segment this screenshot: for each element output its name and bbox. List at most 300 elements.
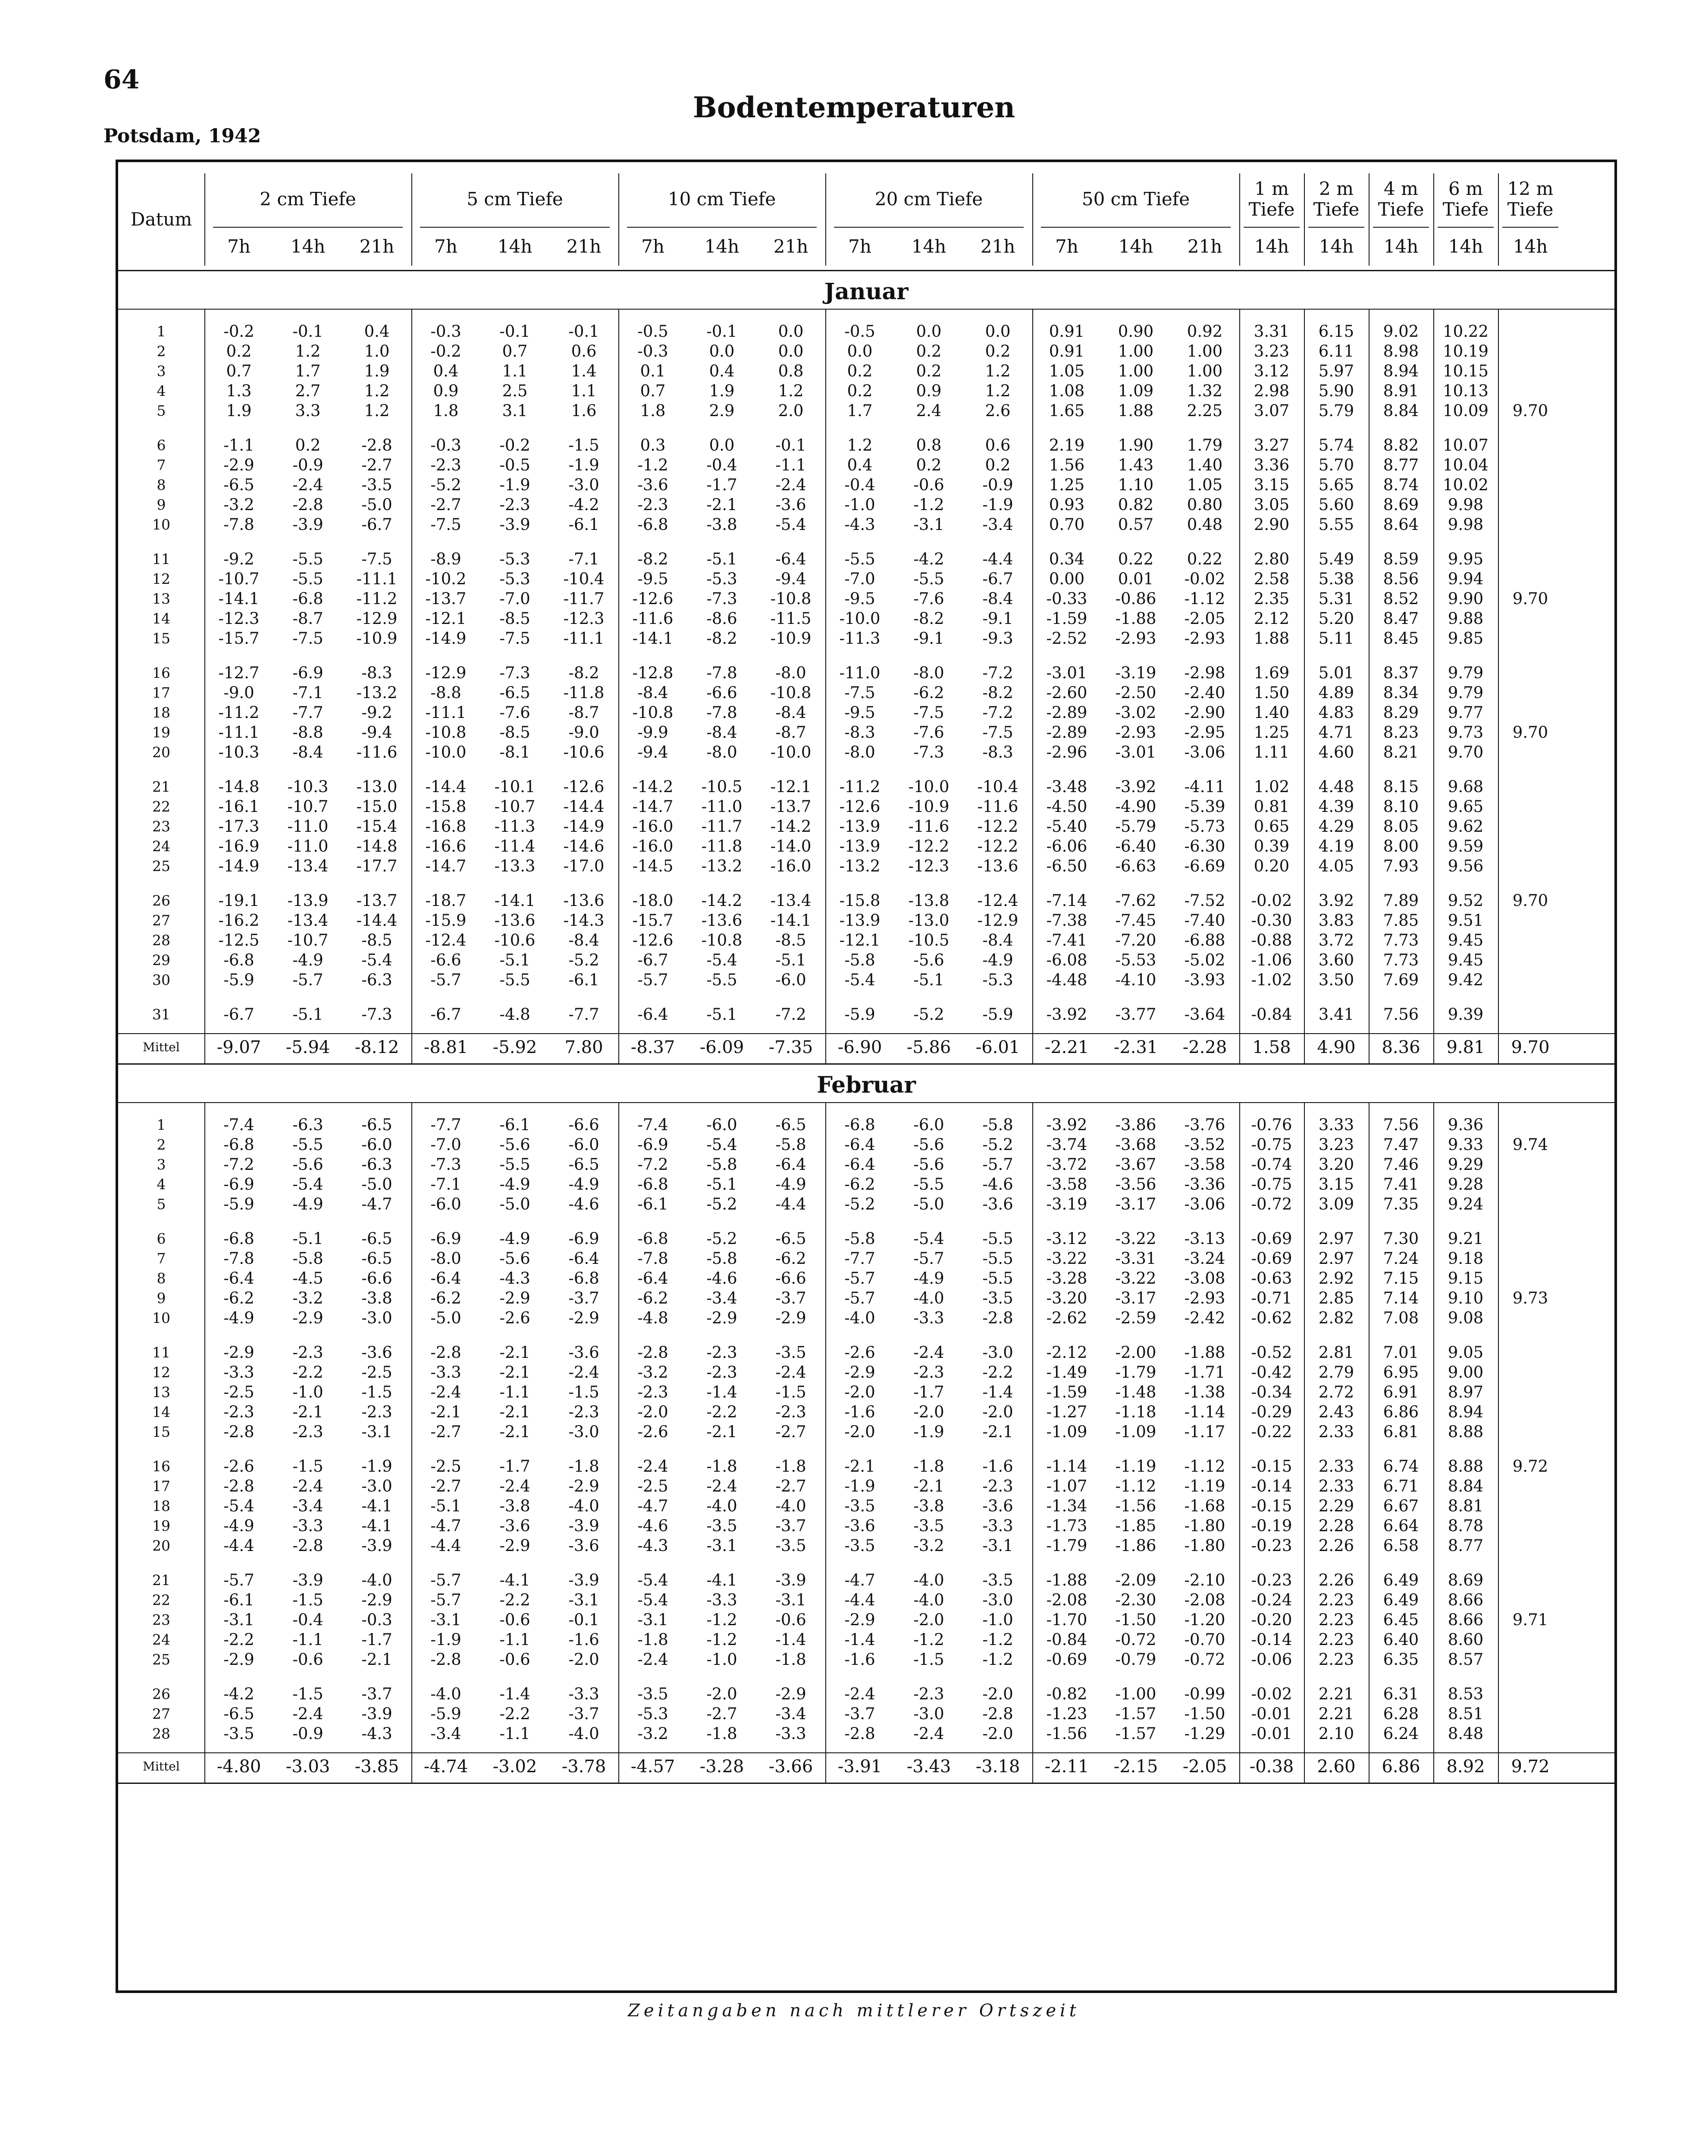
value-cell: -5.4	[706, 951, 737, 969]
value-cell: -6.8	[292, 589, 323, 608]
value-cell: -12.2	[908, 837, 950, 856]
value-cell: -2.1	[706, 495, 737, 514]
mean-value: 9.81	[1446, 1037, 1485, 1057]
value-cell: -12.5	[218, 931, 260, 950]
value-cell: -6.6	[568, 1116, 599, 1134]
column-rule	[1032, 1102, 1033, 1783]
datum-header: Datum	[130, 208, 192, 230]
value-cell	[1498, 683, 1563, 703]
value-cell: 10.02	[1443, 476, 1489, 494]
value-cell: -2.1	[292, 1403, 323, 1421]
day-cell: 26	[152, 1686, 170, 1702]
value-cell: -0.84	[1046, 1630, 1087, 1649]
day-cell: 1	[157, 323, 166, 340]
value-cell: -3.01	[1115, 743, 1156, 761]
value-cell: -3.64	[1184, 1005, 1225, 1024]
value-cell: -9.1	[982, 609, 1013, 628]
value-cell: 5.55	[1318, 515, 1354, 534]
value-cell: -1.5	[775, 1383, 806, 1401]
value-cell: -11.6	[977, 797, 1019, 816]
value-cell: -2.1	[499, 1423, 530, 1441]
value-cell: -6.2	[844, 1175, 875, 1194]
value-cell: -2.59	[1115, 1309, 1156, 1327]
value-cell: -2.8	[844, 1724, 875, 1743]
value-cell: -4.9	[292, 1195, 323, 1213]
value-cell: 6.81	[1383, 1423, 1419, 1441]
value-cell: 8.48	[1448, 1724, 1484, 1743]
value-cell: -3.5	[706, 1517, 737, 1535]
value-cell: -15.7	[632, 911, 674, 930]
value-cell: -7.38	[1046, 911, 1087, 930]
value-cell: -8.7	[292, 609, 323, 628]
value-cell: -5.8	[982, 1116, 1013, 1134]
value-cell: -3.08	[1184, 1269, 1225, 1288]
value-cell: -3.2	[223, 495, 254, 514]
value-cell: -4.2	[913, 550, 944, 568]
value-cell: 5.31	[1318, 589, 1354, 608]
value-cell: -4.9	[223, 1309, 254, 1327]
column-rule	[1369, 309, 1370, 1063]
mean-value: 6.86	[1382, 1757, 1420, 1777]
value-cell: -13.4	[287, 857, 329, 875]
value-cell: -8.6	[706, 609, 737, 628]
value-cell: 6.45	[1383, 1611, 1419, 1629]
value-cell: -6.8	[637, 515, 668, 534]
value-cell: -0.20	[1251, 1611, 1292, 1629]
value-cell: -12.1	[839, 931, 881, 950]
value-cell: -0.71	[1251, 1289, 1292, 1307]
value-cell: 8.64	[1383, 515, 1419, 534]
value-cell: -1.7	[913, 1383, 944, 1401]
value-cell: 1.2	[778, 382, 804, 400]
day-cell: 6	[157, 437, 166, 454]
table-row	[118, 1684, 1614, 1704]
value-cell: -3.9	[361, 1705, 392, 1723]
value-cell: -7.4	[637, 1116, 668, 1134]
value-cell: -6.9	[568, 1229, 599, 1248]
mean-value: -2.11	[1044, 1757, 1089, 1777]
value-cell	[1498, 777, 1563, 797]
value-cell: -5.3	[499, 570, 530, 588]
column-rule	[1498, 309, 1499, 1063]
value-cell: 8.98	[1383, 342, 1419, 360]
value-cell: -1.57	[1115, 1724, 1156, 1743]
value-cell: -3.6	[568, 1343, 599, 1362]
value-cell: -6.08	[1046, 951, 1087, 969]
value-cell: -13.0	[908, 911, 950, 930]
value-cell: -1.6	[844, 1650, 875, 1669]
value-cell: -10.8	[770, 589, 812, 608]
value-cell: -7.1	[568, 550, 599, 568]
value-cell: 7.46	[1383, 1155, 1419, 1174]
value-cell: -8.4	[706, 723, 737, 742]
value-cell: -0.23	[1251, 1571, 1292, 1589]
value-cell: -3.5	[775, 1536, 806, 1555]
table-row	[118, 703, 1614, 723]
value-cell: -2.0	[982, 1685, 1013, 1703]
day-cell: 20	[152, 1537, 170, 1554]
value-cell: -2.3	[913, 1685, 944, 1703]
value-cell: -3.4	[982, 515, 1013, 534]
value-cell: -2.7	[430, 495, 461, 514]
column-rule	[1433, 1102, 1434, 1783]
value-cell: -2.4	[637, 1457, 668, 1476]
value-cell: -5.2	[568, 951, 599, 969]
value-cell: -4.7	[844, 1571, 875, 1589]
value-cell: -6.5	[499, 683, 530, 702]
value-cell: -1.8	[913, 1457, 944, 1476]
value-cell: -2.50	[1115, 683, 1156, 702]
value-cell: -0.9	[292, 456, 323, 474]
value-cell: -8.5	[775, 931, 806, 950]
value-cell: -1.79	[1115, 1363, 1156, 1382]
day-cell: 25	[152, 1651, 170, 1668]
value-cell: 1.3	[226, 382, 252, 400]
value-cell: -8.2	[706, 629, 737, 648]
time-header: 14h	[704, 235, 740, 257]
value-cell: -3.5	[775, 1343, 806, 1362]
value-cell: -0.1	[499, 322, 530, 341]
value-cell: -1.88	[1046, 1571, 1087, 1589]
value-cell: 0.01	[1118, 570, 1154, 588]
value-cell: -13.9	[287, 891, 329, 910]
value-cell: -9.5	[844, 589, 875, 608]
value-cell: -7.8	[223, 515, 254, 534]
value-cell: 10.09	[1443, 401, 1489, 420]
value-cell: -6.7	[361, 515, 392, 534]
value-cell: -8.5	[499, 723, 530, 742]
value-cell: 8.66	[1448, 1611, 1484, 1629]
value-cell: -1.48	[1115, 1383, 1156, 1401]
value-cell: -1.14	[1184, 1403, 1225, 1421]
value-cell: -15.4	[356, 817, 398, 836]
depth-group-header: 10 cm Tiefe	[668, 188, 776, 210]
value-cell: 0.22	[1118, 550, 1154, 568]
value-cell: -11.7	[563, 589, 605, 608]
value-cell: -2.9	[223, 456, 254, 474]
value-cell: -8.7	[775, 723, 806, 742]
value-cell: -3.24	[1184, 1249, 1225, 1268]
value-cell	[1498, 609, 1563, 629]
value-cell	[1498, 1496, 1563, 1516]
value-cell: 2.23	[1318, 1630, 1354, 1649]
value-cell: -7.40	[1184, 911, 1225, 930]
value-cell: 1.25	[1049, 476, 1085, 494]
value-cell: -5.1	[706, 1005, 737, 1024]
value-cell: -4.6	[568, 1195, 599, 1213]
value-cell: -2.8	[430, 1343, 461, 1362]
value-cell: 2.9	[709, 401, 735, 420]
value-cell: 0.82	[1118, 495, 1154, 514]
value-cell: -5.4	[361, 951, 392, 969]
depth-group-header: 5 cm Tiefe	[467, 188, 563, 210]
value-cell: -8.3	[982, 743, 1013, 761]
value-cell: -3.12	[1046, 1229, 1087, 1248]
value-cell: -10.9	[908, 797, 950, 816]
value-cell: -5.9	[430, 1705, 461, 1723]
value-cell: -2.2	[706, 1403, 737, 1421]
value-cell: -3.20	[1046, 1289, 1087, 1307]
value-cell: -1.12	[1184, 1457, 1225, 1476]
value-cell: 0.20	[1254, 857, 1290, 875]
table-row	[118, 1536, 1614, 1556]
value-cell: -9.4	[775, 570, 806, 588]
day-cell: 9	[157, 496, 166, 513]
value-cell: -7.5	[292, 629, 323, 648]
value-cell: -7.3	[706, 589, 737, 608]
table-row	[118, 1194, 1614, 1214]
value-cell: 0.4	[433, 362, 459, 380]
value-cell: -7.14	[1046, 891, 1087, 910]
value-cell: -3.5	[982, 1289, 1013, 1307]
value-cell: -2.89	[1046, 703, 1087, 722]
value-cell: -3.0	[568, 476, 599, 494]
value-cell: 1.4	[571, 362, 597, 380]
data-table	[116, 160, 1617, 1993]
value-cell: 9.95	[1448, 550, 1484, 568]
value-cell: -1.9	[568, 456, 599, 474]
value-cell: -11.1	[563, 629, 605, 648]
value-cell: -13.8	[908, 891, 950, 910]
value-cell: 8.60	[1448, 1630, 1484, 1649]
value-cell: -3.22	[1046, 1249, 1087, 1268]
value-cell: -13.9	[839, 837, 881, 856]
value-cell: -2.4	[844, 1685, 875, 1703]
value-cell: -2.1	[913, 1477, 944, 1495]
value-cell: -6.9	[223, 1175, 254, 1194]
day-cell: 14	[152, 610, 170, 627]
value-cell: -3.1	[982, 1536, 1013, 1555]
value-cell: -8.0	[430, 1249, 461, 1268]
value-cell: -7.2	[637, 1155, 668, 1174]
value-cell: 9.52	[1448, 891, 1484, 910]
value-cell: 1.2	[364, 382, 390, 400]
value-cell: -2.40	[1184, 683, 1225, 702]
value-cell: -3.7	[568, 1705, 599, 1723]
value-cell: -3.3	[982, 1517, 1013, 1535]
day-cell: 30	[152, 971, 170, 988]
value-cell: -5.2	[844, 1195, 875, 1213]
value-cell	[1498, 1115, 1563, 1135]
value-cell: -1.2	[913, 495, 944, 514]
mean-value: -5.86	[906, 1037, 951, 1057]
value-cell: -0.4	[844, 476, 875, 494]
time-header: 14h	[1319, 235, 1354, 257]
value-cell: -2.0	[982, 1724, 1013, 1743]
value-cell: 3.50	[1318, 971, 1354, 989]
table-row	[118, 777, 1614, 797]
value-cell: -3.48	[1046, 777, 1087, 796]
value-cell: -6.6	[706, 683, 737, 702]
value-cell: -2.93	[1115, 629, 1156, 648]
mean-value: -3.02	[492, 1757, 537, 1777]
value-cell: -5.39	[1184, 797, 1225, 816]
value-cell: -6.4	[637, 1005, 668, 1024]
table-row	[118, 1382, 1614, 1402]
value-cell: -3.3	[292, 1517, 323, 1535]
day-cell: 27	[152, 912, 170, 929]
value-cell: 0.80	[1187, 495, 1223, 514]
value-cell: -4.0	[430, 1685, 461, 1703]
value-cell: -5.6	[292, 1155, 323, 1174]
value-cell: -10.0	[908, 777, 950, 796]
value-cell: 6.71	[1383, 1477, 1419, 1495]
value-cell: 1.05	[1049, 362, 1085, 380]
value-cell: -2.7	[775, 1477, 806, 1495]
value-cell: -3.5	[913, 1517, 944, 1535]
value-cell: -3.5	[223, 1724, 254, 1743]
value-cell: -0.34	[1251, 1383, 1292, 1401]
value-cell: -16.0	[770, 857, 812, 875]
value-cell: -5.2	[982, 1135, 1013, 1154]
value-cell: -1.59	[1046, 1383, 1087, 1401]
value-cell: -1.06	[1251, 951, 1292, 969]
value-cell: -6.4	[844, 1155, 875, 1174]
value-cell: -3.6	[844, 1517, 875, 1535]
row-rule	[1308, 227, 1364, 228]
value-cell: 2.72	[1318, 1383, 1354, 1401]
value-cell: -4.1	[361, 1517, 392, 1535]
value-cell: -4.7	[637, 1497, 668, 1515]
value-cell: -3.19	[1115, 664, 1156, 682]
value-cell: -2.9	[844, 1363, 875, 1382]
value-cell: 9.79	[1448, 683, 1484, 702]
value-cell: -6.4	[775, 550, 806, 568]
value-cell: -7.0	[499, 589, 530, 608]
value-cell: -10.8	[632, 703, 674, 722]
value-cell: -2.2	[292, 1363, 323, 1382]
value-cell: 8.88	[1448, 1457, 1484, 1476]
mean-value: 1.58	[1252, 1037, 1291, 1057]
value-cell: -2.7	[706, 1705, 737, 1723]
column-rule	[618, 309, 619, 1063]
table-row	[118, 797, 1614, 817]
depth-group-header: 2 cm Tiefe	[260, 188, 356, 210]
value-cell: -3.86	[1115, 1116, 1156, 1134]
value-cell: 0.0	[778, 322, 804, 341]
value-cell: 2.5	[502, 382, 528, 400]
value-cell: -5.8	[844, 1229, 875, 1248]
value-cell: 7.35	[1383, 1195, 1419, 1213]
value-cell: -10.0	[839, 609, 881, 628]
column-rule	[1032, 309, 1033, 1063]
value-cell: -13.2	[839, 857, 881, 875]
value-cell: -2.60	[1046, 683, 1087, 702]
value-cell: -6.4	[430, 1269, 461, 1288]
value-cell: 4.29	[1318, 817, 1354, 836]
value-cell: -2.3	[499, 495, 530, 514]
value-cell: 1.2	[985, 382, 1011, 400]
row-rule	[627, 227, 817, 228]
mean-value: -2.28	[1182, 1037, 1227, 1057]
value-cell	[1498, 1516, 1563, 1536]
value-cell: -1.1	[499, 1383, 530, 1401]
value-cell: -8.3	[844, 723, 875, 742]
value-cell: -12.6	[563, 777, 605, 796]
value-cell: 9.90	[1448, 589, 1484, 608]
value-cell: 1.2	[295, 342, 321, 360]
value-cell: -0.5	[844, 322, 875, 341]
value-cell	[1498, 950, 1563, 970]
value-cell: -0.14	[1251, 1477, 1292, 1495]
value-cell	[1498, 856, 1563, 876]
value-cell: -0.99	[1184, 1685, 1225, 1703]
value-cell: 6.40	[1383, 1630, 1419, 1649]
value-cell: 8.00	[1383, 837, 1419, 856]
value-cell: -2.93	[1184, 1289, 1225, 1307]
value-cell	[1498, 569, 1563, 589]
time-header: 21h	[773, 235, 809, 257]
value-cell: -16.0	[632, 837, 674, 856]
page-number: 64	[103, 65, 140, 95]
value-cell: -0.1	[568, 322, 599, 341]
value-cell: -12.3	[218, 609, 260, 628]
value-cell: -4.8	[637, 1309, 668, 1327]
value-cell: 0.0	[709, 436, 735, 454]
value-cell: -9.3	[982, 629, 1013, 648]
value-cell	[1498, 515, 1563, 535]
value-cell: -3.0	[361, 1309, 392, 1327]
value-cell: -6.2	[637, 1289, 668, 1307]
value-cell: -6.5	[568, 1155, 599, 1174]
page-title: Bodentemperaturen	[693, 91, 1015, 124]
value-cell: -2.3	[982, 1477, 1013, 1495]
value-cell	[1498, 1269, 1563, 1288]
column-rule	[1304, 173, 1305, 266]
value-cell: -3.77	[1115, 1005, 1156, 1024]
value-cell: -3.3	[775, 1724, 806, 1743]
value-cell	[1498, 495, 1563, 515]
value-cell: -3.9	[568, 1571, 599, 1589]
value-cell: -2.7	[361, 456, 392, 474]
value-cell: -14.9	[563, 817, 605, 836]
value-cell: 0.9	[916, 382, 942, 400]
value-cell: 0.2	[985, 456, 1011, 474]
value-cell: -0.6	[775, 1611, 806, 1629]
value-cell: -1.0	[706, 1650, 737, 1669]
value-cell: 9.05	[1448, 1343, 1484, 1362]
value-cell: -8.4	[568, 931, 599, 950]
value-cell: 7.93	[1383, 857, 1419, 875]
value-cell: -0.2	[223, 322, 254, 341]
value-cell: -0.69	[1251, 1229, 1292, 1248]
value-cell: 8.84	[1383, 401, 1419, 420]
value-cell: 0.2	[295, 436, 321, 454]
value-cell: -4.1	[706, 1571, 737, 1589]
mean-value: -9.07	[216, 1037, 261, 1057]
value-cell	[1498, 797, 1563, 817]
value-cell: -0.30	[1251, 911, 1292, 930]
value-cell: -6.6	[775, 1269, 806, 1288]
value-cell: -3.06	[1184, 1195, 1225, 1213]
column-rule	[1433, 173, 1434, 266]
value-cell: 0.8	[916, 436, 942, 454]
value-cell: -3.31	[1115, 1249, 1156, 1268]
table-row	[118, 1288, 1614, 1308]
value-cell: -4.9	[292, 951, 323, 969]
value-cell: 7.30	[1383, 1229, 1419, 1248]
value-cell: -1.80	[1184, 1536, 1225, 1555]
value-cell: -2.9	[568, 1477, 599, 1495]
value-cell: 8.69	[1448, 1571, 1484, 1589]
value-cell: -1.2	[982, 1630, 1013, 1649]
value-cell: -5.3	[499, 550, 530, 568]
time-header: 14h	[290, 235, 326, 257]
value-cell: -12.9	[425, 664, 467, 682]
value-cell: -2.95	[1184, 723, 1225, 742]
value-cell: -17.7	[356, 857, 398, 875]
value-cell: -3.1	[706, 1536, 737, 1555]
